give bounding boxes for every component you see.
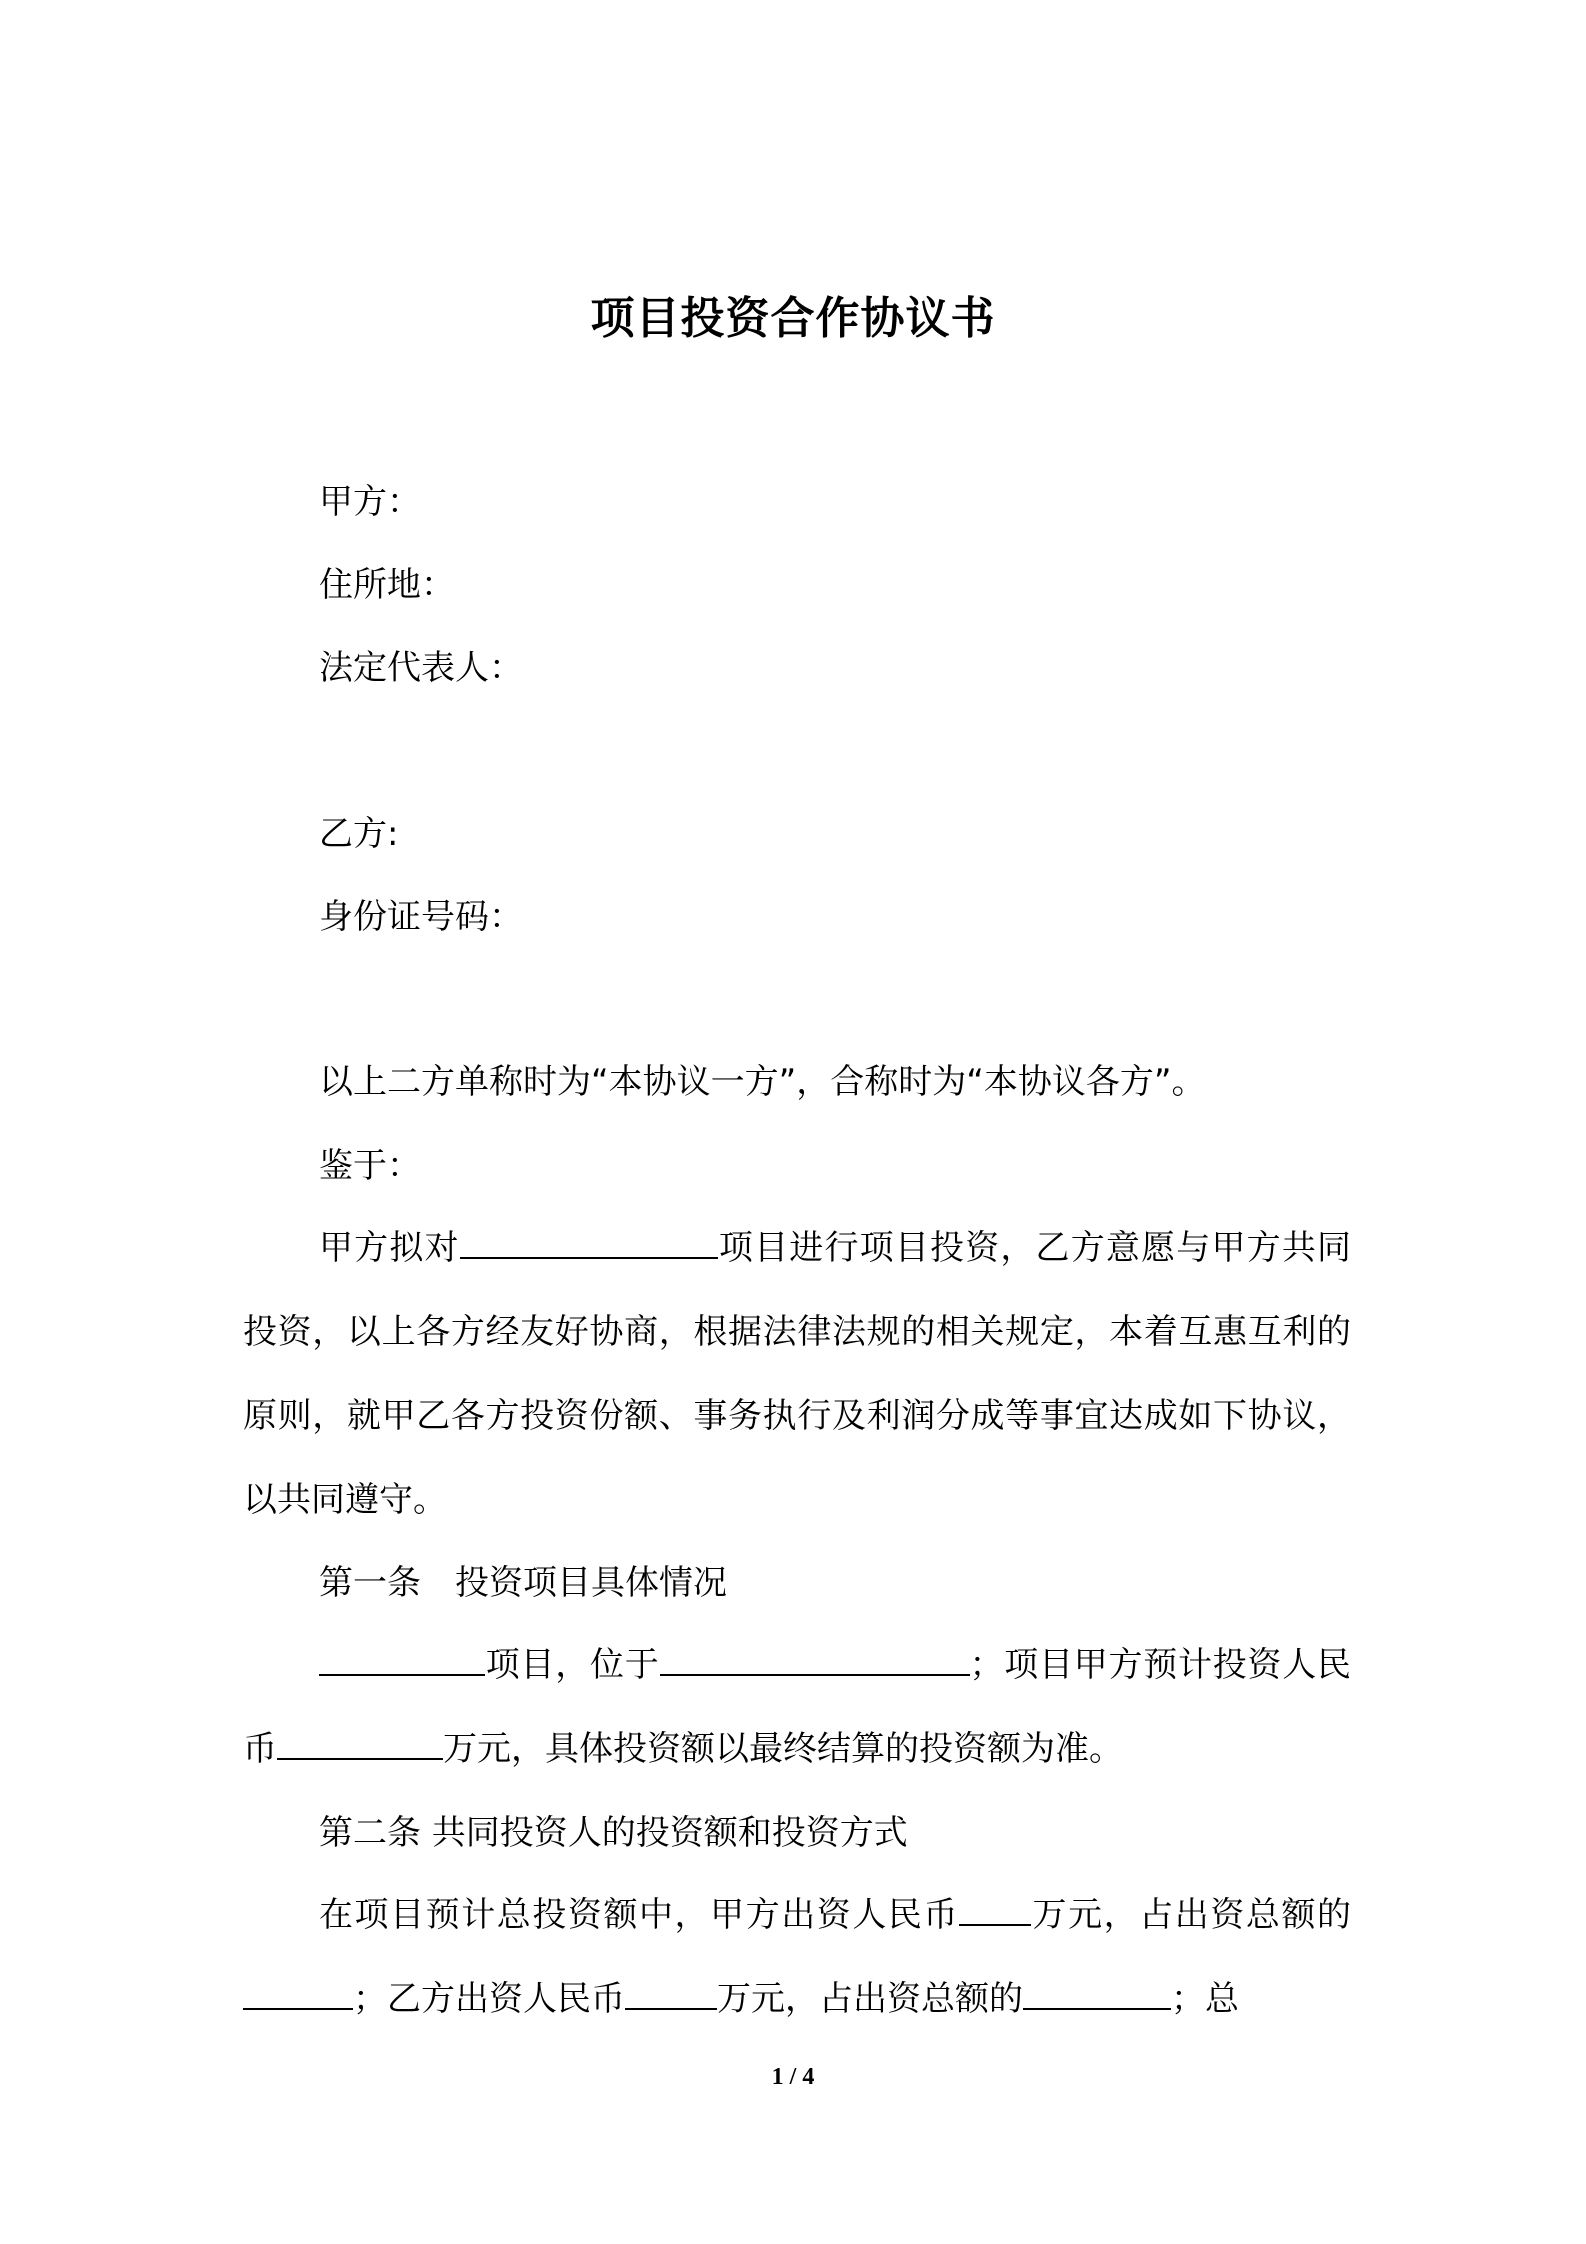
article-2-paragraph <box>243 1873 1351 2041</box>
investment-amount-blank <box>277 1724 443 1760</box>
article-1-text-3: 万元，具体投资额以最终结算的投资额为准。 <box>443 1729 1123 1769</box>
party-a-label: 甲方： <box>319 482 421 522</box>
address-label: 住所地： <box>319 565 455 605</box>
recital-text-2: 项目进行项目投资，乙方意愿与甲方共同投资，以上各方经友好协商，根据法律法规的相关规定，本着互惠互利的原则，就甲乙各方投资份额、事务执行及利润分成等事宜达成如下协议，以共同遵守。 <box>243 1228 1352 1520</box>
article-2-text-4: 万元，占出资总额的 <box>717 1979 1023 2019</box>
recital-text-1: 甲方拟对 <box>319 1228 460 1268</box>
project-name-blank <box>460 1223 718 1259</box>
article-1-text-2: ；项目甲方预计投资人民币 <box>243 1645 1351 1769</box>
article-2-heading: 第二条 共同投资人的投资额和投资方式 <box>319 1813 908 1853</box>
party-b-share-blank <box>1023 1974 1171 2010</box>
article-2-text-3: ；乙方出资人民币 <box>353 1979 625 2019</box>
article-1-paragraph <box>243 1623 1351 1791</box>
location-blank <box>660 1640 970 1676</box>
party-b-amount-blank <box>625 1974 717 2010</box>
party-b-label: 乙方: <box>319 814 399 854</box>
article-2-text-1: 在项目预计总投资额中，甲方出资人民币 <box>319 1895 959 1935</box>
article-1-heading: 第一条 投资项目具体情况 <box>319 1563 727 1603</box>
party-a-amount-blank <box>959 1890 1031 1926</box>
recital-paragraph <box>243 1206 1351 1542</box>
party-a-share-blank <box>243 1974 353 2010</box>
whereas-label: 鉴于： <box>319 1146 421 1186</box>
article-1-text-1: 项目，位于 <box>485 1645 660 1685</box>
article-2-text-2: 万元，占出资总额的 <box>1031 1895 1351 1935</box>
page-number: 1 / 4 <box>771 2064 815 2090</box>
id-number-label: 身份证号码： <box>319 897 523 937</box>
article-2-text-5: ；总 <box>1171 1979 1239 2019</box>
project-blank <box>319 1640 485 1676</box>
document-title: 项目投资合作协议书 <box>590 293 996 344</box>
parties-definition-text: 以上二方单称时为“本协议一方”，合称时为“本协议各方”。 <box>319 1062 1206 1102</box>
legal-representative-label: 法定代表人： <box>319 648 523 688</box>
